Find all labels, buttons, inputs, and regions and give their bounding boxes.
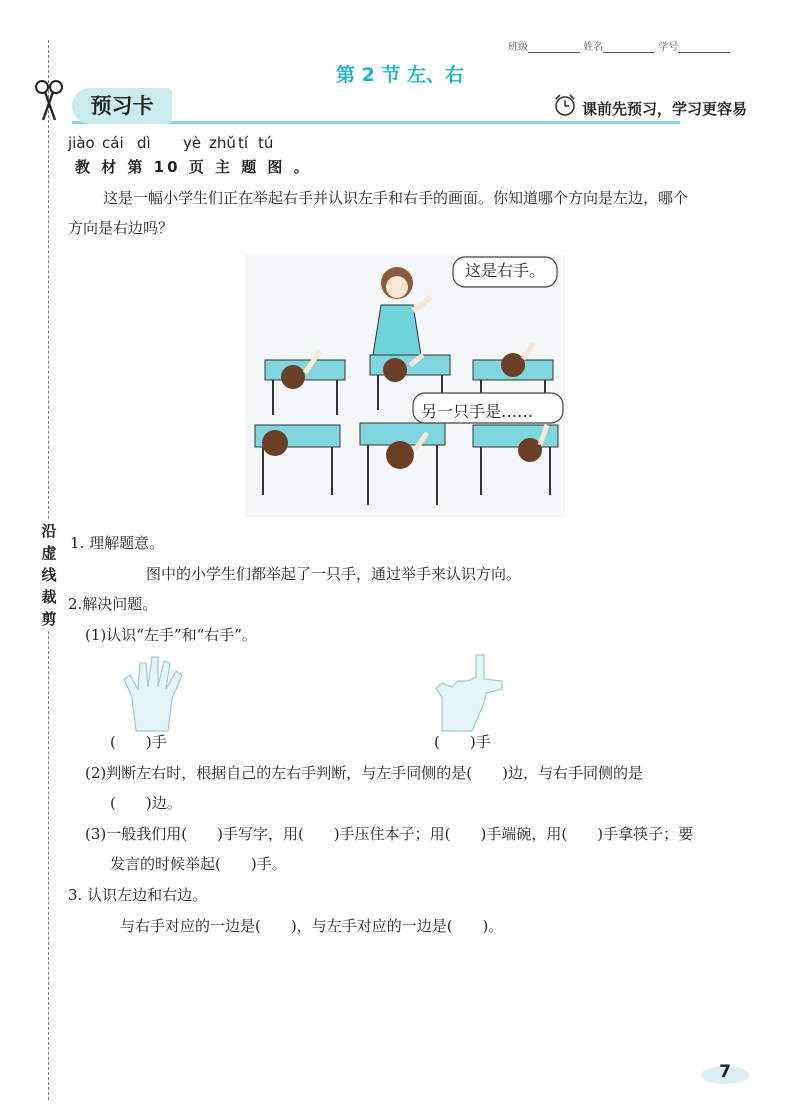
step-3-text: 与右手对应的一边是( )，与左手对应的一边是( )。 [120,917,504,935]
step-2-title: 2.解决问题。 [68,595,158,613]
textbook-reference: 教 材 第 10 页 主 题 图 。 [75,158,312,176]
pinyin-zhu: zhǔ [209,134,236,152]
step-1-text: 图中的小学生们都举起了一只手，通过举手来认识方向。 [146,565,522,583]
step-2-sub-2-line-2: ( )边。 [110,794,182,812]
name-label: 姓名 [583,42,604,53]
class-blank[interactable] [528,42,580,53]
number-blank[interactable] [678,42,730,53]
page-number: 7 [719,1062,731,1082]
slogan: 课前先预习，学习更容易 [582,100,748,118]
step-2-sub-1: (1)认识“左手”和“右手”。 [85,626,257,644]
section-title: 第 2 节 左、右 [335,64,465,86]
info-fields [508,38,730,53]
pinyin-ye: yè [183,134,202,152]
preview-badge: 预习卡 [72,88,172,124]
pinyin-jiao: jiào [68,134,95,152]
pinyin-tu: tú [258,134,274,152]
pinyin-ti: tí [238,134,249,152]
left-hand-caption: ( )手 [110,733,167,751]
cut-instruction: 沿 虚 线 裁 剪 [36,520,62,630]
step-3-title: 3. 认识左边和右边。 [68,886,208,904]
teacher-speech: 这是右手。 [465,261,546,280]
pinyin-di: dì [137,134,151,152]
alarm-clock-icon [553,93,577,117]
name-blank[interactable] [603,42,655,53]
step-1-title: 1. 理解题意。 [70,534,165,552]
number-label: 学号 [658,42,679,53]
step-2-sub-2-line-1: (2)判断左右时，根据自己的左右手判断，与左手同侧的是( )边，与右手同侧的是 [85,764,643,782]
pinyin-cai: cái [102,134,124,152]
question-line-2: 方向是右边吗？ [68,219,174,237]
question-line-1: 这是一幅小学生们正在举起右手并认识左手和右手的画面。你知道哪个方向是左边，哪个 [103,189,689,207]
right-hand-icon [432,653,507,733]
left-hand-icon [118,653,193,733]
student-speech: 另一只手是…… [421,402,534,421]
step-2-sub-3-line-1: (3)一般我们用( )手写字，用( )手压住本子；用( )手端碗，用( )手拿筷子；要 [85,825,694,843]
class-label: 班级 [508,42,528,53]
classroom-illustration [245,255,565,517]
right-hand-caption: ( )手 [434,733,491,751]
step-2-sub-3-line-2: 发言的时候举起( )手。 [110,855,287,873]
